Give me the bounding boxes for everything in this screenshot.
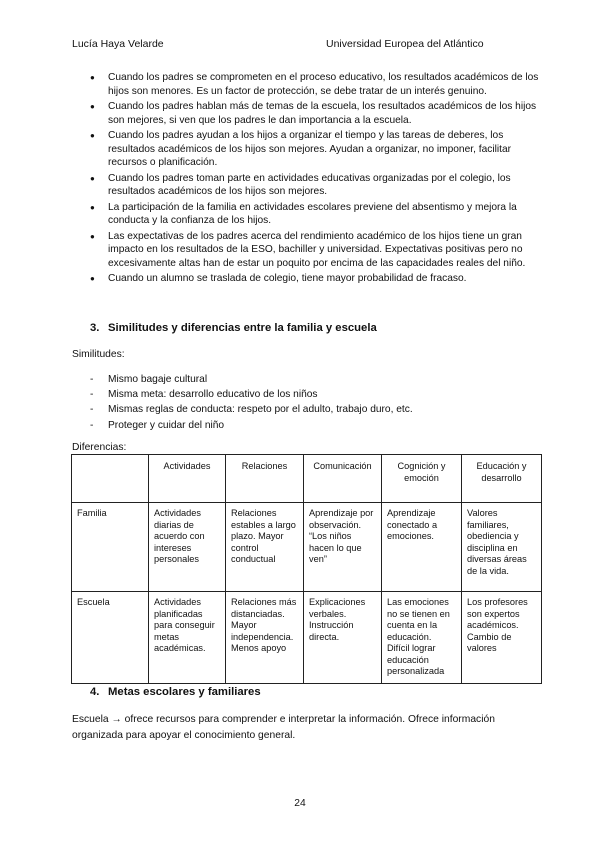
bullet-icon: ● (90, 202, 95, 212)
table-header-cell: Educación y desarrollo (462, 455, 542, 503)
table-cell: Las emociones no se tienen en cuenta en la educación. Difícil lograr educación personalizada (382, 592, 462, 684)
table-cell: Aprendizaje por observación. “Los niños hacen lo que ven” (304, 503, 382, 592)
table-header-cell: Relaciones (226, 455, 304, 503)
bullet-icon: ● (90, 231, 95, 241)
table-cell: Aprendizaje conectado a emociones. (382, 503, 462, 592)
list-item: ● Cuando un alumno se traslada de colegio, tiene mayor probabilidad de fracaso. (90, 273, 467, 285)
similitudes-list (72, 372, 532, 433)
list-item: ● Cuando los padres hablan más de temas de la escuela, los resultados académicos de los hijos son mejores, si ven que los padres le dan importancia a la escuela. (90, 101, 537, 126)
diferencias-label: Diferencias: (72, 442, 127, 453)
list-item: ● Cuando los padres ayudan a los hijos a organizar el tiempo y las tareas de deberes, los resultados académicos de los hijos son mejores. Ayudan a organizar, no imponer, facilitar recursos o planificación. (90, 130, 512, 169)
similitudes-label: Similitudes: (72, 349, 125, 360)
header-institution: Universidad Europea del Atlántico (326, 38, 484, 50)
table-cell: Explicaciones verbales. Instrucción directa. (304, 592, 382, 684)
bullet-list (72, 71, 542, 288)
header-author: Lucía Haya Velarde (72, 38, 164, 50)
table-cell: Los profesores son expertos académicos. Cambio de valores (462, 592, 542, 684)
table-cell: Actividades planificadas para conseguir metas académicas. (149, 592, 226, 684)
table-cell: Familia (72, 503, 149, 592)
bullet-icon: ● (90, 173, 95, 183)
differences-table (71, 454, 542, 684)
table-cell: Relaciones estables a largo plazo. Mayor control conductual (226, 503, 304, 592)
table-row (72, 592, 542, 684)
bullet-icon: ● (90, 131, 95, 140)
list-item: ● Cuando los padres toman parte en actividades educativas organizadas por el colegio, los resultados académicos de los hijos son mejores. (90, 172, 511, 198)
table-header-cell (72, 455, 149, 503)
table-header-row (72, 455, 542, 503)
table-cell: Valores familiares, obediencia y disciplina en diversas áreas de la vida. (462, 503, 542, 592)
list-item: ● Las expectativas de los padres acerca del rendimiento académico de los hijos tiene un gran impacto en los resultados de la ESO, bachiller y universidad. Expectativas positivas pero no excesivamente altas han de estar un poquito por encima de las capacidades reales del niño. (90, 230, 526, 270)
bullet-icon: ● (90, 73, 95, 82)
table-cell: Actividades diarias de acuerdo con intereses personales (149, 503, 226, 592)
bullet-icon: ● (90, 274, 95, 284)
list-item: - Misma meta: desarrollo educativo de los niños (90, 389, 318, 401)
list-item: ● La participación de la familia en actividades escolares previene del absentismo y mejora la conducta y la confianza de los hijos. (90, 201, 517, 227)
list-item: ● Cuando los padres se comprometen en el proceso educativo, los resultados académicos de los hijos son menores. Es un factor de protección, se debe tratar de un interés genuino. (90, 72, 539, 97)
table-cell: Relaciones más distanciadas. Mayor independencia. Menos apoyo (226, 592, 304, 684)
page-number: 24 (294, 798, 306, 809)
section-3-heading: 3. Similitudes y diferencias entre la familia y escuela (90, 322, 377, 334)
table-cell: Escuela (72, 592, 149, 684)
bullet-icon: ● (90, 102, 95, 111)
table-header-cell: Comunicación (304, 455, 382, 503)
section-4-heading: 4. Metas escolares y familiares (90, 686, 261, 698)
table-header-cell: Cognición y emoción (382, 455, 462, 503)
table-header-cell: Actividades (149, 455, 226, 503)
list-item: - Proteger y cuidar del niño (90, 419, 225, 431)
table-row (72, 503, 542, 592)
list-item: - Mismo bagaje cultural (90, 374, 208, 385)
section-4-paragraph: Escuela → ofrece recursos para comprender e interpretar la información. Ofrece información organizada para apoyar el conocimiento general. (72, 714, 495, 741)
list-item: - Mismas reglas de conducta: respeto por el adulto, trabajo duro, etc. (90, 404, 413, 416)
